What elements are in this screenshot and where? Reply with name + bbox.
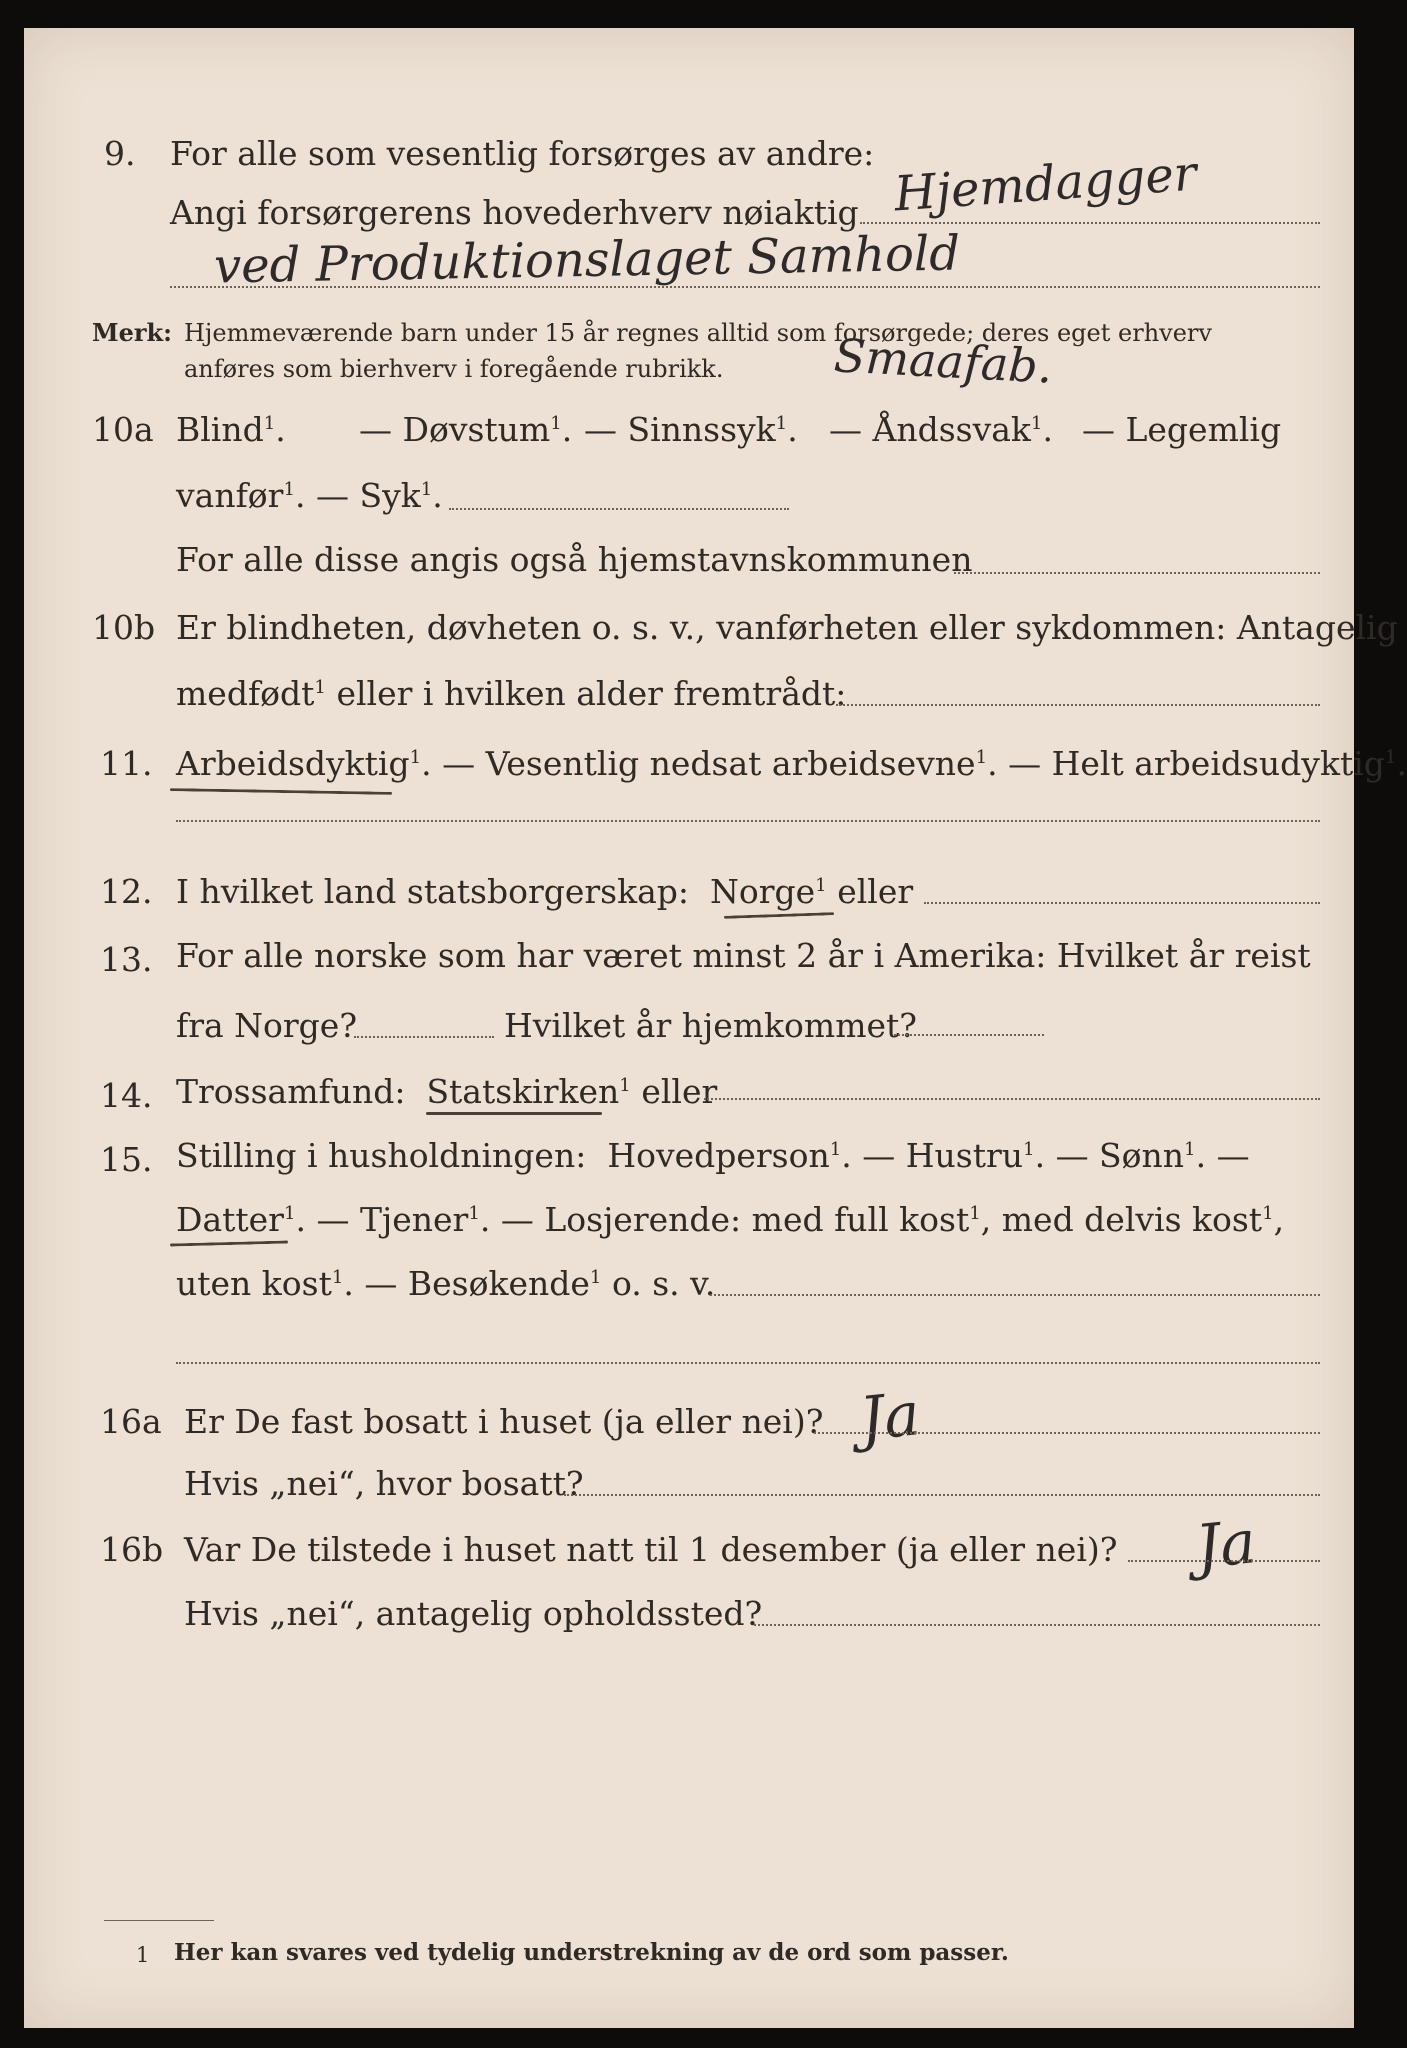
q12-number: 12. — [100, 872, 153, 911]
q16b-line1: Var De tilstede i huset natt til 1 desember (ja eller nei)? — [184, 1530, 1118, 1569]
q10a-line3: For alle disse angis også hjemstavnskommunen — [176, 540, 973, 579]
q16b-number: 16b — [100, 1530, 164, 1569]
q12-line1: I hvilket land statsborgerskap: Norge$^1$ eller — [176, 872, 914, 911]
q10a-option-sinnssyk: — Sinnssyk$^1$. — [584, 410, 798, 449]
census-form-page — [24, 28, 1407, 2028]
q10a-number: 10a — [92, 410, 154, 449]
q9-handwritten-answer-1: Hjemdagger — [892, 145, 1199, 223]
q10a-line1: Blind$^1$. — [176, 410, 286, 449]
q10a-option-dovstum: — Døvstum$^1$. — [359, 410, 573, 449]
q11-answer-line — [176, 820, 1320, 822]
q10a-answer-line-2 — [954, 572, 1320, 574]
merk-handwritten-answer: Smaafab. — [832, 328, 1054, 394]
q10b-number: 10b — [92, 608, 156, 647]
q14-underline-statskirken — [426, 1112, 602, 1115]
q10a-option-andssvak: — Åndssvak$^1$. — [829, 410, 1053, 449]
q13-number: 13. — [100, 940, 153, 979]
merk-label: Merk: — [92, 318, 172, 347]
q13-answer-line-1 — [354, 1036, 494, 1038]
q16b-answer-line-2 — [754, 1624, 1320, 1626]
q11-underline-arbeidsdyktig — [170, 788, 392, 795]
q15-answer-line-2 — [176, 1362, 1320, 1364]
q10a-answer-line-1 — [449, 508, 789, 510]
q16a-line1: Er De fast bosatt i huset (ja eller nei)? — [184, 1402, 824, 1441]
footnote-mark: 1 — [136, 1943, 150, 1967]
q10b-line1: Er blindheten, døvheten o. s. v., vanførheten eller sykdommen: Antagelig — [176, 608, 1398, 647]
merk-line2: anføres som bierhverv i foregående rubrikk. — [184, 355, 724, 383]
q10b-answer-line — [836, 704, 1320, 706]
q9-line2: Angi forsørgerens hovederhverv nøiaktig — [170, 193, 859, 232]
q16b-handwritten-answer: Ja — [1192, 1507, 1260, 1583]
q15-underline-datter — [170, 1240, 288, 1246]
q15-line3: uten kost$^1$. — Besøkende$^1$ o. s. v. — [176, 1264, 716, 1303]
q12-underline-norge — [724, 912, 834, 919]
q9-line1: For alle som vesentlig forsørges av andre: — [170, 134, 875, 173]
q10a-line2: vanfør$^1$. — Syk$^1$. — [176, 476, 443, 515]
q16a-line2: Hvis „nei“, hvor bosatt? — [184, 1464, 584, 1503]
footnote-text: Her kan svares ved tydelig understrekning av de ord som passer. — [174, 1939, 1009, 1966]
q13-line2b: Hvilket år hjemkommet? — [504, 1006, 917, 1045]
q13-line1: For alle norske som har været minst 2 år i Amerika: Hvilket år reist — [176, 936, 1311, 975]
q15-line2: Datter$^1$. — Tjener$^1$. — Losjerende: med full kost$^1$, med delvis kost$^1$, — [176, 1200, 1285, 1239]
q16b-answer-line-1 — [1128, 1560, 1320, 1562]
q13-line2a: fra Norge? — [176, 1006, 358, 1045]
q14-line1: Trossamfund: Statskirken$^1$ eller — [176, 1072, 718, 1111]
q14-answer-line — [704, 1098, 1320, 1100]
q14-number: 14. — [100, 1076, 153, 1115]
q11-line1: Arbeidsdyktig$^1$. — Vesentlig nedsat arbeidsevne$^1$. — Helt arbeidsudyktig$^1$. — [176, 744, 1407, 783]
footnote-rule — [104, 1920, 214, 1921]
q9-number: 9. — [104, 134, 136, 173]
q9-handwritten-answer-2: ved Produktionslaget Samhold — [213, 225, 961, 295]
q9-answer-line — [860, 222, 1320, 224]
q10a-option-legemlig: — Legemlig — [1082, 410, 1282, 449]
q16a-answer-line-2 — [564, 1494, 1320, 1496]
q16a-answer-line-1 — [814, 1432, 1320, 1434]
q16a-number: 16a — [100, 1402, 162, 1441]
q15-line1: Stilling i husholdningen: Hovedperson$^1$. — Hustru$^1$. — Sønn$^1$. — — [176, 1136, 1250, 1175]
q15-number: 15. — [100, 1140, 153, 1179]
q16b-line2: Hvis „nei“, antagelig opholdssted? — [184, 1594, 763, 1633]
q11-number: 11. — [100, 744, 153, 783]
q13-answer-line-2 — [894, 1034, 1044, 1036]
q10b-line2: medfødt$^1$ eller i hvilken alder fremtrådt: — [176, 674, 847, 713]
q15-answer-line-1 — [710, 1294, 1320, 1296]
q16a-handwritten-answer: Ja — [856, 1379, 924, 1455]
merk-line1: Hjemmeværende barn under 15 år regnes alltid som forsørgede; deres eget erhverv — [184, 319, 1212, 347]
q12-answer-line — [924, 902, 1320, 904]
